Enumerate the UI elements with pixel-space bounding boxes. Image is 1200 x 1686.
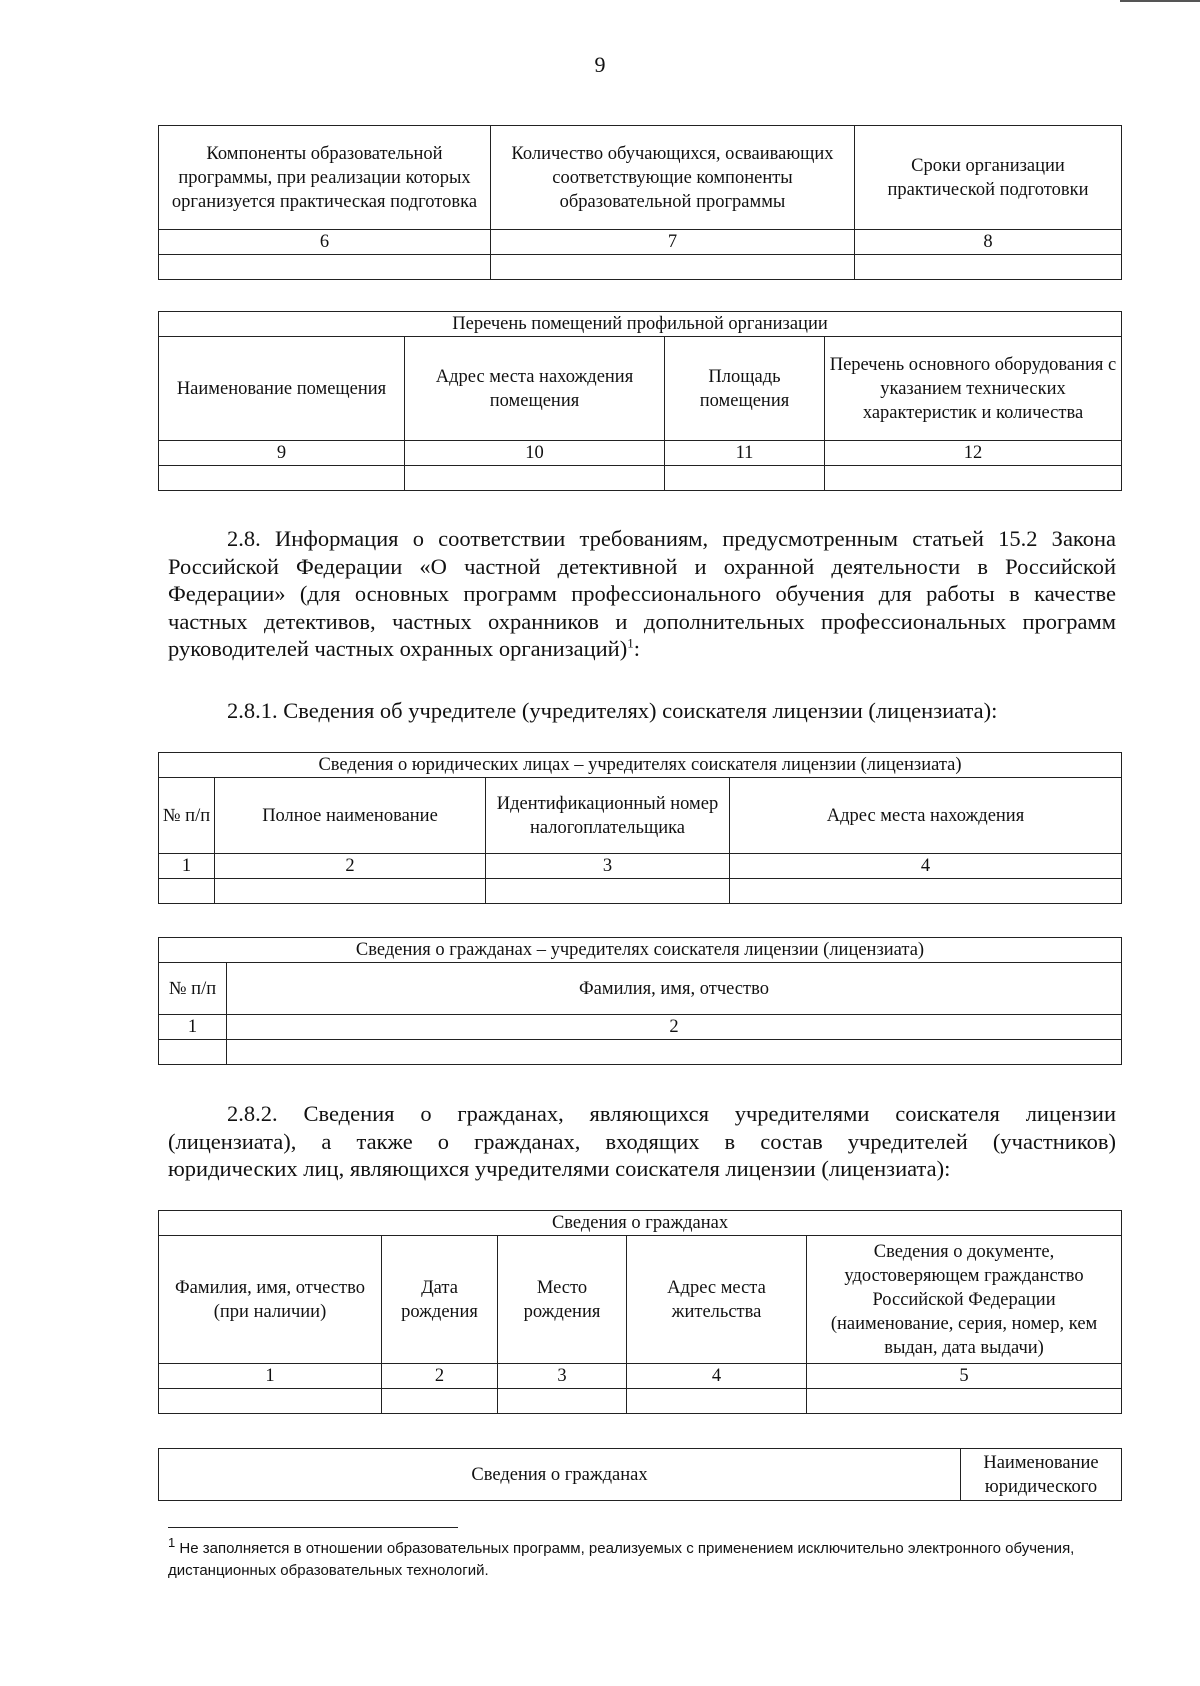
column-number: 2 — [382, 1364, 498, 1389]
column-number: 2 — [215, 854, 486, 879]
column-number: 10 — [405, 441, 665, 466]
empty-cell — [159, 466, 405, 491]
empty-cell — [807, 1389, 1122, 1414]
empty-cell — [855, 255, 1122, 280]
header-full-name: Фамилия, имя, отчество — [227, 963, 1122, 1015]
header-birth-date: Дата рождения — [382, 1236, 498, 1364]
header-equipment-list: Перечень основного оборудования с указанием технических характеристик и количества — [825, 337, 1122, 441]
paragraph-line-end: : — [633, 636, 640, 661]
column-number: 9 — [159, 441, 405, 466]
empty-cell — [382, 1389, 498, 1414]
empty-cell — [159, 255, 491, 280]
paragraph-line: (лицензиата), а также о гражданах, входящих в состав учредителей (участников) — [168, 1128, 1116, 1154]
header-components: Компоненты образовательной программы, при реализации которых организуется практическая подготовка — [159, 126, 491, 230]
column-number: 1 — [159, 1015, 227, 1040]
column-number: 8 — [855, 230, 1122, 255]
section-2-8-1-heading — [168, 697, 1116, 725]
column-number: 11 — [665, 441, 825, 466]
header-location-address: Адрес места нахождения — [730, 778, 1122, 854]
empty-cell — [159, 879, 215, 904]
empty-cell — [825, 466, 1122, 491]
paragraph-line: Федерации» (для основных программ профессионального обучения для работы в качестве — [168, 581, 1116, 606]
paragraph-line: 2.8.2. Сведения о гражданах, являющихся учредителями соискателя лицензии — [227, 1101, 1116, 1126]
premises-table — [158, 311, 1122, 491]
footnote-reference: 1 — [627, 635, 634, 651]
citizens-legal-entity-table — [158, 1448, 1122, 1501]
column-number: 4 — [627, 1364, 807, 1389]
header-citizenship-document: Сведения о документе, удостоверяющем гражданство Российской Федерации (наименование, серия, номер, кем выдан, дата выдачи) — [807, 1236, 1122, 1364]
table-title: Сведения о гражданах – учредителях соискателя лицензии (лицензиата) — [159, 938, 1122, 963]
empty-cell — [227, 1040, 1122, 1065]
table-title: Перечень помещений профильной организации — [159, 312, 1122, 337]
column-number: 5 — [807, 1364, 1122, 1389]
paragraph-line: частных детективов, частных охранников и дополнительных профессиональных программ — [168, 608, 1116, 634]
empty-cell — [159, 1389, 382, 1414]
legal-entity-founders-table — [158, 752, 1122, 904]
column-number: 12 — [825, 441, 1122, 466]
section-2-8-2-paragraph — [168, 1100, 1116, 1183]
column-number: 7 — [491, 230, 855, 255]
section-2-8-paragraph — [168, 525, 1116, 663]
empty-cell — [665, 466, 825, 491]
footnote-mark: 1 — [168, 1535, 176, 1550]
column-number: 1 — [159, 854, 215, 879]
empty-cell — [730, 879, 1122, 904]
empty-cell — [159, 1040, 227, 1065]
footnote — [168, 1535, 1118, 1582]
table-title: Сведения о гражданах — [159, 1211, 1122, 1236]
citizens-details-table — [158, 1210, 1122, 1414]
header-residence-address: Адрес места жительства — [627, 1236, 807, 1364]
table-title: Сведения о юридических лицах – учредителях соискателя лицензии (лицензиата) — [159, 753, 1122, 778]
footnote-text: Не заполняется в отношении образовательных программ, реализуемых с применением исключительно электронного обучения, дистанционных образовательных технологий. — [168, 1540, 1075, 1579]
column-number: 2 — [227, 1015, 1122, 1040]
footnote-separator — [168, 1527, 458, 1528]
empty-cell — [215, 879, 486, 904]
paragraph-line: юридических лиц, являющихся учредителями соискателя лицензии (лицензиата): — [168, 1156, 951, 1181]
paragraph-line: Российской Федерации «О частной детективной и охранной деятельности в Российской — [168, 553, 1116, 579]
header-premises-name: Наименование помещения — [159, 337, 405, 441]
column-number: 1 — [159, 1364, 382, 1389]
header-training-dates: Сроки организации практической подготовки — [855, 126, 1122, 230]
top-edge-mark — [1120, 0, 1200, 2]
empty-cell — [405, 466, 665, 491]
header-birth-place: Место рождения — [498, 1236, 627, 1364]
header-premises-area: Площадь помещения — [665, 337, 825, 441]
empty-cell — [627, 1389, 807, 1414]
column-number: 3 — [486, 854, 730, 879]
page-number: 9 — [594, 52, 606, 77]
header-student-count: Количество обучающихся, осваивающих соответствующие компоненты образовательной программы — [491, 126, 855, 230]
paragraph-line: 2.8.1. Сведения об учредителе (учредителях) соискателя лицензии (лицензиата): — [227, 698, 998, 723]
empty-cell — [498, 1389, 627, 1414]
column-number: 3 — [498, 1364, 627, 1389]
citizen-founders-table — [158, 937, 1122, 1065]
header-full-name: Фамилия, имя, отчество (при наличии) — [159, 1236, 382, 1364]
paragraph-line: 2.8. Информация о соответствии требованиям, предусмотренным статьей 15.2 Закона — [227, 526, 1116, 551]
header-taxpayer-id: Идентификационный номер налогоплательщика — [486, 778, 730, 854]
practical-training-table — [158, 125, 1122, 280]
paragraph-line-text: руководителей частных охранных организаций) — [168, 636, 628, 661]
empty-cell — [486, 879, 730, 904]
header-citizens-info: Сведения о гражданах — [159, 1449, 961, 1501]
empty-cell — [491, 255, 855, 280]
header-legal-entity-name: Наименование юридического — [961, 1449, 1122, 1501]
column-number: 4 — [730, 854, 1122, 879]
column-number: 6 — [159, 230, 491, 255]
header-full-name: Полное наименование — [215, 778, 486, 854]
header-row-number: № п/п — [159, 963, 227, 1015]
header-premises-address: Адрес места нахождения помещения — [405, 337, 665, 441]
header-row-number: № п/п — [159, 778, 215, 854]
paragraph-line — [168, 635, 1116, 663]
